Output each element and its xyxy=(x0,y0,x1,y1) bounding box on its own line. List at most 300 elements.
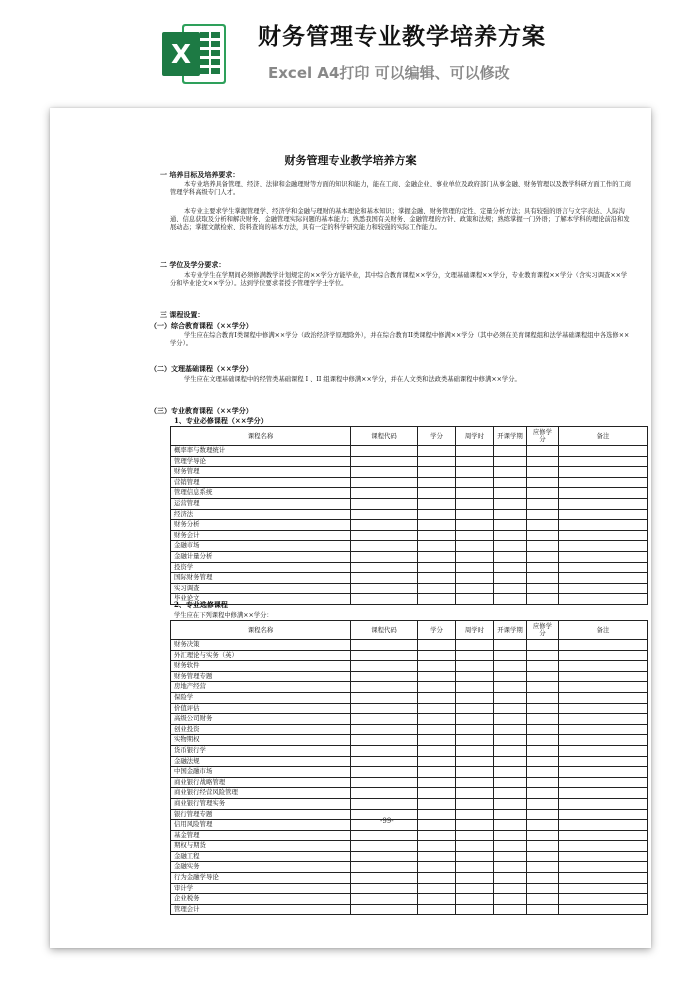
table-row xyxy=(171,446,648,457)
table-row xyxy=(171,498,648,509)
credit-cell xyxy=(418,541,456,552)
remark-cell xyxy=(559,594,648,605)
semester-cell xyxy=(494,820,527,831)
semester-cell xyxy=(494,520,527,531)
remark-cell xyxy=(559,894,648,905)
page-title: 财务管理专业教学培养方案 xyxy=(258,24,546,50)
remark-cell xyxy=(559,661,648,672)
required-credit-cell xyxy=(527,509,559,520)
header-semester: 开课学期 xyxy=(494,621,527,640)
remark-cell xyxy=(559,862,648,873)
required-credit-cell xyxy=(527,530,559,541)
elective-courses-heading: 2、专业选修课程 xyxy=(174,600,228,609)
semester-cell xyxy=(494,904,527,915)
weekly-hours-cell xyxy=(456,520,494,531)
table-row xyxy=(171,851,648,862)
table-row xyxy=(171,541,648,552)
remark-cell xyxy=(559,883,648,894)
required-credit-cell xyxy=(527,467,559,478)
table-row xyxy=(171,583,648,594)
required-courses-table xyxy=(170,426,648,605)
remark-cell xyxy=(559,788,648,799)
elective-note: 学生应在下列课程中修满××学分： xyxy=(174,612,273,619)
course-name-cell: 创业投资 xyxy=(171,724,351,735)
semester-cell xyxy=(494,551,527,562)
remark-cell xyxy=(559,692,648,703)
header xyxy=(0,0,700,100)
course-code-cell xyxy=(351,594,418,605)
course-name-cell: 房地产经营 xyxy=(171,682,351,693)
required-courses-heading: 1、专业必修课程（××学分） xyxy=(174,416,268,425)
table-row xyxy=(171,456,648,467)
semester-cell xyxy=(494,650,527,661)
table-row xyxy=(171,724,648,735)
table-row xyxy=(171,671,648,682)
table-row xyxy=(171,894,648,905)
remark-cell xyxy=(559,682,648,693)
remark-cell xyxy=(559,520,648,531)
weekly-hours-cell xyxy=(456,767,494,778)
credit-cell xyxy=(418,520,456,531)
credit-cell xyxy=(418,756,456,767)
subsection-2-paragraph: 学生应在文理基础课程中的经管类基础课程 I 、II 组课程中修满××学分，并在人文类和法政类基础课程中修满××学分。 xyxy=(184,376,521,383)
credit-cell xyxy=(418,767,456,778)
semester-cell xyxy=(494,798,527,809)
logo-letter: X xyxy=(170,40,192,70)
course-name-cell: 企业税务 xyxy=(171,894,351,905)
course-code-cell xyxy=(351,862,418,873)
course-name-cell: 金融工程 xyxy=(171,851,351,862)
credit-cell xyxy=(418,509,456,520)
credit-cell xyxy=(418,830,456,841)
credit-cell xyxy=(418,467,456,478)
weekly-hours-cell xyxy=(456,841,494,852)
weekly-hours-cell xyxy=(456,692,494,703)
remark-cell xyxy=(559,671,648,682)
required-credit-cell xyxy=(527,788,559,799)
weekly-hours-cell xyxy=(456,682,494,693)
course-name-cell: 审计学 xyxy=(171,883,351,894)
remark-cell xyxy=(559,735,648,746)
credit-cell xyxy=(418,777,456,788)
course-name-cell: 银行管理专题 xyxy=(171,809,351,820)
header-required-credit: 应修学分 xyxy=(527,621,559,640)
document-page xyxy=(50,108,651,948)
required-credit-cell xyxy=(527,873,559,884)
semester-cell xyxy=(494,862,527,873)
credit-cell xyxy=(418,735,456,746)
table-row xyxy=(171,703,648,714)
table-row xyxy=(171,650,648,661)
remark-cell xyxy=(559,509,648,520)
section-1-paragraph-2: 本专业主要求学生掌握管理学、经济学和金融与理财的基本理论和基本知识；掌握金融、财务管理的定性、定量分析方法；具有较强的语言与文字表达、人际沟通、信息获取及分析和解决财务、金融管理实际问题的基本能力；熟悉我国有关财务、金融管理的方针、政策和法规；熟练掌握一门外语；了解本学科的理论前沿和发展动态；掌握文献检索、资料查询的基本方法，具有一定的科学研究能力和较强的实际工作能力。 xyxy=(170,208,630,231)
course-name-cell: 财务分析 xyxy=(171,520,351,531)
table-row xyxy=(171,735,648,746)
weekly-hours-cell xyxy=(456,650,494,661)
required-credit-cell xyxy=(527,851,559,862)
course-code-cell xyxy=(351,488,418,499)
weekly-hours-cell xyxy=(456,798,494,809)
credit-cell xyxy=(418,551,456,562)
credit-cell xyxy=(418,714,456,725)
elective-courses-table xyxy=(170,620,648,915)
remark-cell xyxy=(559,488,648,499)
remark-cell xyxy=(559,541,648,552)
weekly-hours-cell xyxy=(456,756,494,767)
section-3-heading: 三 课程设置： xyxy=(160,310,205,319)
subsection-2-heading: （二）文理基础课程（××学分） xyxy=(150,364,253,373)
credit-cell xyxy=(418,703,456,714)
section-1-paragraph-1: 本专业培养具备管理、经济、法律和金融理财等方面的知识和能力，能在工商、金融企业、事业单位及政府部门从事金融、财务管理以及教学科研方面工作的工商管理学科高级专门人才。 xyxy=(170,181,632,196)
weekly-hours-cell xyxy=(456,830,494,841)
credit-cell xyxy=(418,724,456,735)
remark-cell xyxy=(559,562,648,573)
weekly-hours-cell xyxy=(456,446,494,457)
course-name-cell: 期权与期货 xyxy=(171,841,351,852)
course-code-cell xyxy=(351,904,418,915)
course-name-cell: 商业银行管理实务 xyxy=(171,798,351,809)
weekly-hours-cell xyxy=(456,498,494,509)
weekly-hours-cell xyxy=(456,714,494,725)
course-name-cell: 财务决策 xyxy=(171,640,351,651)
course-code-cell xyxy=(351,446,418,457)
header-weekly-hours: 周学时 xyxy=(456,427,494,446)
semester-cell xyxy=(494,562,527,573)
course-name-cell: 毕业论文 xyxy=(171,594,351,605)
semester-cell xyxy=(494,477,527,488)
required-credit-cell xyxy=(527,456,559,467)
required-credit-cell xyxy=(527,724,559,735)
table-row xyxy=(171,798,648,809)
required-credit-cell xyxy=(527,573,559,584)
credit-cell xyxy=(418,873,456,884)
page-number: -99- xyxy=(380,817,394,825)
course-code-cell xyxy=(351,477,418,488)
course-code-cell xyxy=(351,551,418,562)
course-code-cell xyxy=(351,692,418,703)
credit-cell xyxy=(418,682,456,693)
semester-cell xyxy=(494,841,527,852)
course-name-cell: 管理信息系统 xyxy=(171,488,351,499)
remark-cell xyxy=(559,477,648,488)
table-header-row xyxy=(171,427,648,446)
table-row xyxy=(171,756,648,767)
required-credit-cell xyxy=(527,809,559,820)
course-name-cell: 运营管理 xyxy=(171,498,351,509)
semester-cell xyxy=(494,724,527,735)
semester-cell xyxy=(494,756,527,767)
course-code-cell xyxy=(351,883,418,894)
semester-cell xyxy=(494,851,527,862)
table-row xyxy=(171,640,648,651)
course-code-cell xyxy=(351,703,418,714)
required-credit-cell xyxy=(527,477,559,488)
course-code-cell xyxy=(351,456,418,467)
course-code-cell xyxy=(351,520,418,531)
document-title: 财务管理专业教学培养方案 xyxy=(284,154,417,167)
course-name-cell: 财务会计 xyxy=(171,530,351,541)
required-credit-cell xyxy=(527,756,559,767)
semester-cell xyxy=(494,894,527,905)
credit-cell xyxy=(418,862,456,873)
course-code-cell xyxy=(351,509,418,520)
weekly-hours-cell xyxy=(456,788,494,799)
course-code-cell xyxy=(351,894,418,905)
course-code-cell xyxy=(351,873,418,884)
course-code-cell xyxy=(351,777,418,788)
required-credit-cell xyxy=(527,562,559,573)
required-credit-cell xyxy=(527,661,559,672)
required-credit-cell xyxy=(527,446,559,457)
table-row xyxy=(171,692,648,703)
required-credit-cell xyxy=(527,767,559,778)
credit-cell xyxy=(418,809,456,820)
course-code-cell xyxy=(351,756,418,767)
weekly-hours-cell xyxy=(456,851,494,862)
excel-icon xyxy=(160,20,228,88)
credit-cell xyxy=(418,692,456,703)
course-code-cell xyxy=(351,650,418,661)
table-row xyxy=(171,820,648,831)
course-name-cell: 信用风险管理 xyxy=(171,820,351,831)
weekly-hours-cell xyxy=(456,477,494,488)
remark-cell xyxy=(559,820,648,831)
table-header-row xyxy=(171,621,648,640)
credit-cell xyxy=(418,745,456,756)
table-row xyxy=(171,573,648,584)
remark-cell xyxy=(559,498,648,509)
table-row xyxy=(171,777,648,788)
remark-cell xyxy=(559,873,648,884)
table-row xyxy=(171,873,648,884)
table-row xyxy=(171,477,648,488)
course-code-cell xyxy=(351,830,418,841)
required-credit-cell xyxy=(527,777,559,788)
semester-cell xyxy=(494,530,527,541)
table-row xyxy=(171,682,648,693)
required-credit-cell xyxy=(527,841,559,852)
semester-cell xyxy=(494,456,527,467)
semester-cell xyxy=(494,509,527,520)
course-code-cell xyxy=(351,573,418,584)
semester-cell xyxy=(494,594,527,605)
required-credit-cell xyxy=(527,640,559,651)
remark-cell xyxy=(559,809,648,820)
semester-cell xyxy=(494,661,527,672)
table-row xyxy=(171,467,648,478)
course-name-cell: 经济法 xyxy=(171,509,351,520)
page-subtitle: Excel A4打印 可以编辑、可以修改 xyxy=(268,64,510,82)
course-code-cell xyxy=(351,583,418,594)
section-2-heading: 二 学位及学分要求： xyxy=(160,260,226,269)
table-row xyxy=(171,745,648,756)
weekly-hours-cell xyxy=(456,745,494,756)
credit-cell xyxy=(418,562,456,573)
weekly-hours-cell xyxy=(456,735,494,746)
credit-cell xyxy=(418,661,456,672)
required-credit-cell xyxy=(527,883,559,894)
semester-cell xyxy=(494,830,527,841)
table-row xyxy=(171,488,648,499)
credit-cell xyxy=(418,671,456,682)
credit-cell xyxy=(418,851,456,862)
semester-cell xyxy=(494,735,527,746)
semester-cell xyxy=(494,703,527,714)
required-credit-cell xyxy=(527,520,559,531)
credit-cell xyxy=(418,788,456,799)
course-code-cell xyxy=(351,541,418,552)
course-code-cell xyxy=(351,724,418,735)
header-remark: 备注 xyxy=(559,621,648,640)
required-credit-cell xyxy=(527,714,559,725)
course-name-cell: 中国金融市场 xyxy=(171,767,351,778)
weekly-hours-cell xyxy=(456,573,494,584)
required-credit-cell xyxy=(527,583,559,594)
credit-cell xyxy=(418,650,456,661)
semester-cell xyxy=(494,671,527,682)
remark-cell xyxy=(559,756,648,767)
credit-cell xyxy=(418,488,456,499)
credit-cell xyxy=(418,583,456,594)
subsection-1-heading: （一）综合教育课程（××学分） xyxy=(150,321,253,330)
weekly-hours-cell xyxy=(456,640,494,651)
course-code-cell xyxy=(351,530,418,541)
credit-cell xyxy=(418,894,456,905)
credit-cell xyxy=(418,530,456,541)
credit-cell xyxy=(418,594,456,605)
required-credit-cell xyxy=(527,488,559,499)
weekly-hours-cell xyxy=(456,820,494,831)
semester-cell xyxy=(494,873,527,884)
semester-cell xyxy=(494,777,527,788)
course-name-cell: 价值评估 xyxy=(171,703,351,714)
semester-cell xyxy=(494,640,527,651)
remark-cell xyxy=(559,767,648,778)
semester-cell xyxy=(494,498,527,509)
table-row xyxy=(171,904,648,915)
course-code-cell xyxy=(351,467,418,478)
remark-cell xyxy=(559,530,648,541)
semester-cell xyxy=(494,809,527,820)
weekly-hours-cell xyxy=(456,594,494,605)
table-row xyxy=(171,883,648,894)
header-required-credit: 应修学分 xyxy=(527,427,559,446)
header-course-name: 课程名称 xyxy=(171,427,351,446)
required-credit-cell xyxy=(527,551,559,562)
semester-cell xyxy=(494,788,527,799)
course-name-cell: 货币银行学 xyxy=(171,745,351,756)
remark-cell xyxy=(559,583,648,594)
subsection-3-heading: （三）专业教育课程（××学分） xyxy=(150,406,253,415)
course-name-cell: 金融市场 xyxy=(171,541,351,552)
remark-cell xyxy=(559,904,648,915)
course-name-cell: 管理会计 xyxy=(171,904,351,915)
semester-cell xyxy=(494,714,527,725)
table-row xyxy=(171,551,648,562)
credit-cell xyxy=(418,841,456,852)
required-credit-cell xyxy=(527,820,559,831)
table-row xyxy=(171,530,648,541)
credit-cell xyxy=(418,573,456,584)
weekly-hours-cell xyxy=(456,904,494,915)
course-name-cell: 保险学 xyxy=(171,692,351,703)
weekly-hours-cell xyxy=(456,809,494,820)
weekly-hours-cell xyxy=(456,456,494,467)
course-code-cell xyxy=(351,841,418,852)
remark-cell xyxy=(559,650,648,661)
semester-cell xyxy=(494,682,527,693)
required-credit-cell xyxy=(527,745,559,756)
remark-cell xyxy=(559,573,648,584)
course-code-cell xyxy=(351,682,418,693)
credit-cell xyxy=(418,456,456,467)
semester-cell xyxy=(494,883,527,894)
credit-cell xyxy=(418,904,456,915)
header-credit: 学分 xyxy=(418,621,456,640)
semester-cell xyxy=(494,467,527,478)
weekly-hours-cell xyxy=(456,703,494,714)
weekly-hours-cell xyxy=(456,883,494,894)
semester-cell xyxy=(494,573,527,584)
semester-cell xyxy=(494,767,527,778)
required-credit-cell xyxy=(527,894,559,905)
course-name-cell: 财务软件 xyxy=(171,661,351,672)
section-1-heading: 一 培养目标及培养要求： xyxy=(160,170,240,179)
remark-cell xyxy=(559,851,648,862)
weekly-hours-cell xyxy=(456,777,494,788)
weekly-hours-cell xyxy=(456,551,494,562)
course-name-cell: 国际财务管理 xyxy=(171,573,351,584)
weekly-hours-cell xyxy=(456,488,494,499)
remark-cell xyxy=(559,841,648,852)
course-name-cell: 行为金融学导论 xyxy=(171,873,351,884)
weekly-hours-cell xyxy=(456,541,494,552)
weekly-hours-cell xyxy=(456,894,494,905)
remark-cell xyxy=(559,446,648,457)
semester-cell xyxy=(494,446,527,457)
weekly-hours-cell xyxy=(456,509,494,520)
remark-cell xyxy=(559,467,648,478)
credit-cell xyxy=(418,640,456,651)
required-credit-cell xyxy=(527,703,559,714)
weekly-hours-cell xyxy=(456,873,494,884)
section-2-paragraph: 本专业学生在学期间必须修满教学计划规定的××学分方能毕业，其中综合教育课程××学分，文理基础课程××学分，专业教育课程××学分（含实习调查××学分和毕业论文××学分）。达到学位要求者授予管理学学士学位。 xyxy=(170,272,628,287)
course-code-cell xyxy=(351,745,418,756)
course-name-cell: 实物期权 xyxy=(171,735,351,746)
course-name-cell: 管理学导论 xyxy=(171,456,351,467)
weekly-hours-cell xyxy=(456,467,494,478)
course-name-cell: 实习调查 xyxy=(171,583,351,594)
course-name-cell: 高级公司财务 xyxy=(171,714,351,725)
remark-cell xyxy=(559,456,648,467)
course-name-cell: 基金管理 xyxy=(171,830,351,841)
header-course-name: 课程名称 xyxy=(171,621,351,640)
semester-cell xyxy=(494,488,527,499)
weekly-hours-cell xyxy=(456,530,494,541)
remark-cell xyxy=(559,830,648,841)
table-row xyxy=(171,509,648,520)
course-code-cell xyxy=(351,640,418,651)
credit-cell xyxy=(418,820,456,831)
weekly-hours-cell xyxy=(456,862,494,873)
weekly-hours-cell xyxy=(456,671,494,682)
table-row xyxy=(171,841,648,852)
required-credit-cell xyxy=(527,671,559,682)
header-course-code: 课程代码 xyxy=(351,427,418,446)
semester-cell xyxy=(494,541,527,552)
remark-cell xyxy=(559,703,648,714)
header-credit: 学分 xyxy=(418,427,456,446)
